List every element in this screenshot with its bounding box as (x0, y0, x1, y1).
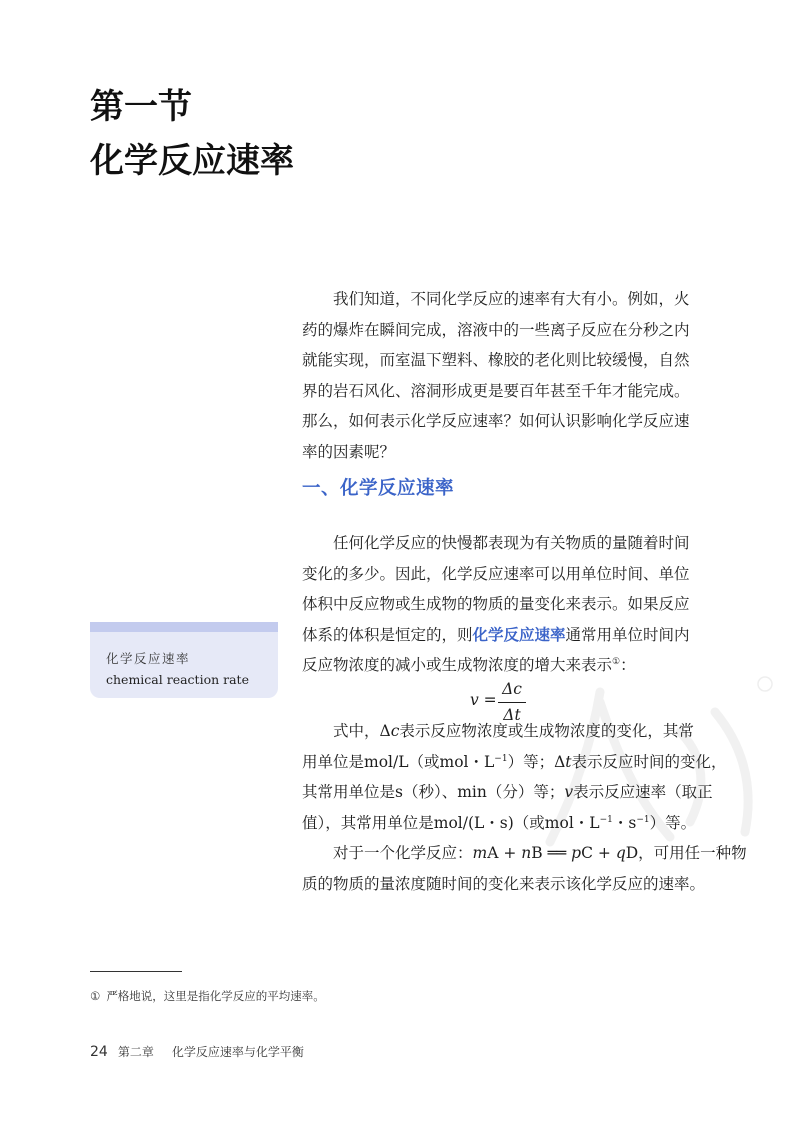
definition-line: 变化的多少。因此，化学反应速率可以用单位时间、单位 (302, 564, 690, 583)
section-title: 化学反应速率 (90, 141, 294, 181)
definition-text: 通常用单位时间内 (565, 625, 690, 644)
intro-line: 率的因素呢？ (302, 442, 396, 461)
explanation-text: 表示反应物浓度或生成物浓度的变化，其常 (399, 722, 694, 740)
math-variable: p (571, 844, 582, 862)
explanation-text: ・s (612, 813, 637, 832)
definition-text: ： (620, 656, 636, 674)
glossary-term-en: chemical reaction rate (106, 672, 249, 687)
subsection-title: 一、化学反应速率 (302, 478, 455, 499)
intro-line: 界的岩石风化、溶洞形成更是要百年甚至千年才能完成。 (302, 381, 690, 400)
definition-paragraph (302, 528, 700, 681)
superscript: −1 (636, 814, 650, 825)
definition-text: 体系的体积是恒定的，则 (302, 625, 473, 644)
chapter-title: 化学反应速率与化学平衡 (171, 1045, 304, 1059)
superscript: −1 (599, 814, 613, 825)
intro-paragraph (302, 284, 700, 467)
key-term-highlight: 化学反应速率 (472, 625, 566, 644)
explanation-text: 表示反应时间的变化， (571, 752, 727, 771)
intro-line: 我们知道，不同化学反应的速率有大有小。例如，火 (333, 290, 690, 308)
explanation-line (302, 747, 727, 778)
math-variable: n (521, 844, 532, 862)
glossary-term-zh: 化学反应速率 (106, 651, 191, 666)
footnote-reference[interactable]: ① (612, 656, 621, 667)
sidebar-top-bar (90, 622, 278, 632)
intro-line: 药的爆炸在瞬间完成，溶液中的一些离子反应在分秒之内 (302, 320, 690, 339)
intro-line: 就能实现，而室温下塑料、橡胶的老化则比较缓慢，自然 (302, 351, 690, 369)
definition-line: 任何化学反应的快慢都表现为有关物质的量随着时间 (333, 534, 690, 552)
section-heading-block (90, 80, 294, 188)
section-number: 第一节 (90, 87, 192, 127)
definition-line: 体积中反应物或生成物的物质的量变化来表示。如果反应 (302, 595, 690, 613)
reaction-text: B ══ (531, 844, 572, 862)
superscript: −1 (494, 753, 508, 764)
math-variable: t (565, 752, 572, 771)
footnote-marker: ① (90, 989, 101, 1003)
formula-lhs: v = (470, 691, 497, 709)
reaction-text: A + (487, 844, 522, 862)
footnote (90, 988, 325, 1004)
explanation-text: 值），其常用单位是mol/(L・s)（或mol・L (302, 813, 600, 832)
fraction-bar (498, 702, 526, 703)
explanation-line (302, 777, 713, 808)
footnote-text: 严格地说，这里是指化学反应的平均速率。 (106, 989, 325, 1003)
page-footer (90, 1043, 304, 1060)
explanation-text: 用单位是mol/L（或mol・L (302, 752, 495, 771)
page-number: 24 (90, 1044, 108, 1060)
math-variable: q (615, 844, 626, 862)
formula-denominator: Δt (503, 706, 521, 724)
reaction-text: C + (581, 844, 616, 862)
explanation-line (302, 808, 700, 839)
explanation-text: 式中，Δ (333, 722, 391, 740)
explanation-line (302, 716, 700, 747)
explanation-paragraph (302, 716, 747, 899)
footnote-divider (90, 971, 182, 972)
reaction-text: 对于一个化学反应： (333, 844, 473, 862)
explanation-text: ）等。 (649, 813, 697, 832)
definition-line (302, 620, 700, 651)
formula-numerator: Δc (502, 680, 522, 698)
intro-line: 那么，如何表示化学反应速率？如何认识影响化学反应速 (302, 412, 690, 430)
reaction-line: 质的物质的量浓度随时间的变化来表示该化学反应的速率。 (302, 874, 706, 893)
reaction-text: D，可用任一种物 (625, 844, 747, 862)
definition-text: 反应物浓度的减小或生成物浓度的增大来表示 (302, 656, 613, 674)
math-variable: v (564, 783, 574, 801)
glossary-sidebar (90, 622, 278, 698)
math-variable: c (390, 722, 400, 740)
explanation-text: 表示反应速率（取正 (573, 783, 713, 801)
explanation-text: ）等；Δ (507, 752, 566, 771)
reaction-line (302, 838, 747, 869)
chapter-label: 第二章 (117, 1045, 154, 1059)
math-variable: m (472, 844, 488, 862)
explanation-text: 其常用单位是s（秒）、min（分）等； (302, 783, 565, 801)
